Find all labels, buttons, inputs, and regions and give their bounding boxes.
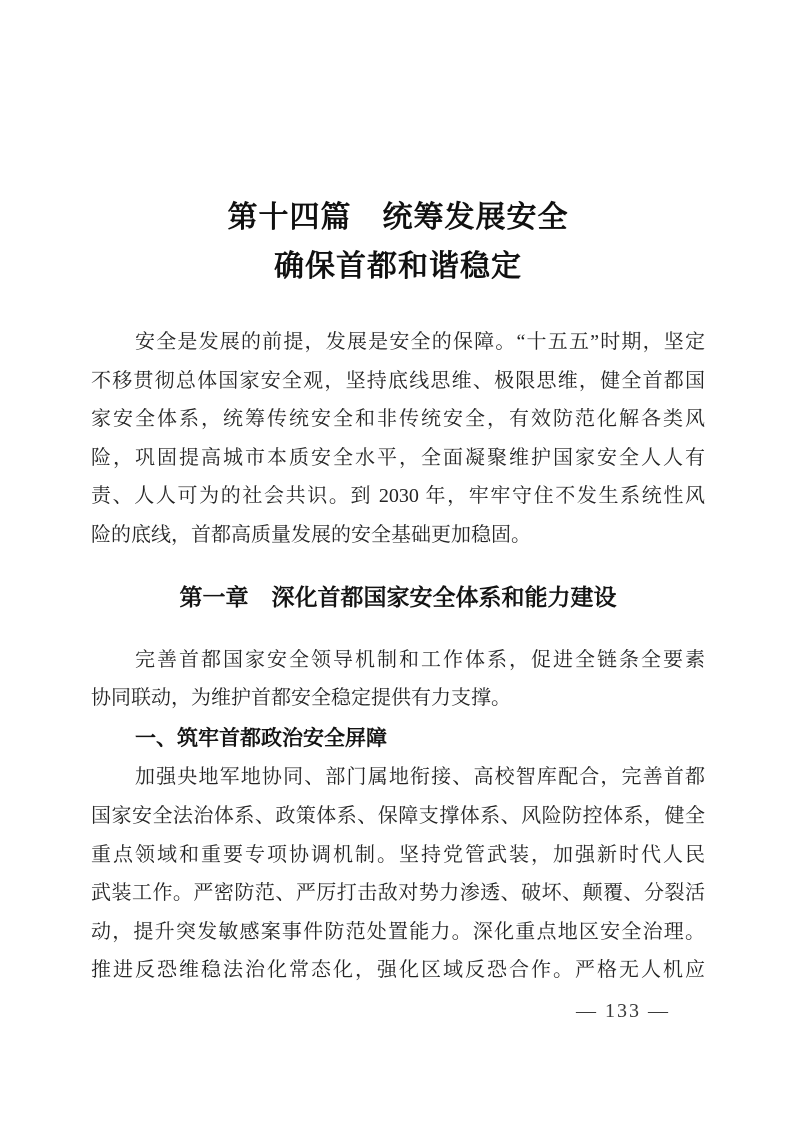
chapter-intro-paragraph: [91, 641, 705, 718]
paragraph-line: 家安全体系，统筹传统安全和非传统安全，有效防范化解各类风: [91, 408, 705, 431]
part-title: [91, 193, 705, 291]
chapter-heading: 第一章 深化首都国家安全体系和能力建设: [179, 583, 617, 610]
paragraph-line: 重点领域和重要专项协调机制。坚持党管武装，加强新时代人民: [91, 843, 705, 866]
paragraph-line: 动，提升突发敏感案事件防范处置能力。深化重点地区安全治理。: [91, 920, 705, 943]
page-number: — 133 —: [576, 1000, 670, 1022]
paragraph-line: 险的底线，首都高质量发展的安全基础更加稳固。: [91, 523, 531, 546]
paragraph-line: 协同联动，为维护首都安全稳定提供有力支撑。: [91, 687, 511, 710]
paragraph-line: 推进反恐维稳法治化常态化，强化区域反恐合作。严格无人机应: [91, 959, 705, 982]
part-title-line-2: 确保首都和谐稳定: [274, 250, 522, 283]
paragraph-line: 加强央地军地协同、部门属地衔接、高校智库配合，完善首都: [135, 766, 705, 789]
paragraph-line: 责、人人可为的社会共识。到 2030 年，牢牢守住不发生系统性风: [91, 485, 705, 508]
section-heading: 一、筑牢首都政治安全屏障: [135, 726, 387, 750]
intro-paragraph: [91, 323, 705, 555]
paragraph-line: 不移贯彻总体国家安全观，坚持底线思维、极限思维，健全首都国: [91, 369, 705, 392]
paragraph-line: 国家安全法治体系、政策体系、保障支撑体系、风险防控体系，健全: [91, 804, 705, 827]
paragraph-line: 完善首都国家安全领导机制和工作体系，促进全链条全要素: [135, 648, 705, 671]
paragraph-line: 武装工作。严密防范、严厉打击敌对势力渗透、破坏、颠覆、分裂活: [91, 882, 705, 905]
section-paragraph: [91, 758, 705, 990]
text-block: [91, 0, 705, 990]
paragraph-line: 安全是发展的前提，发展是安全的保障。“十五五”时期，坚定: [135, 331, 705, 353]
paragraph-line: 险，巩固提高城市本质安全水平，全面凝聚维护国家安全人人有: [91, 446, 705, 469]
part-title-line-1: 第十四篇 统筹发展安全: [227, 201, 569, 234]
